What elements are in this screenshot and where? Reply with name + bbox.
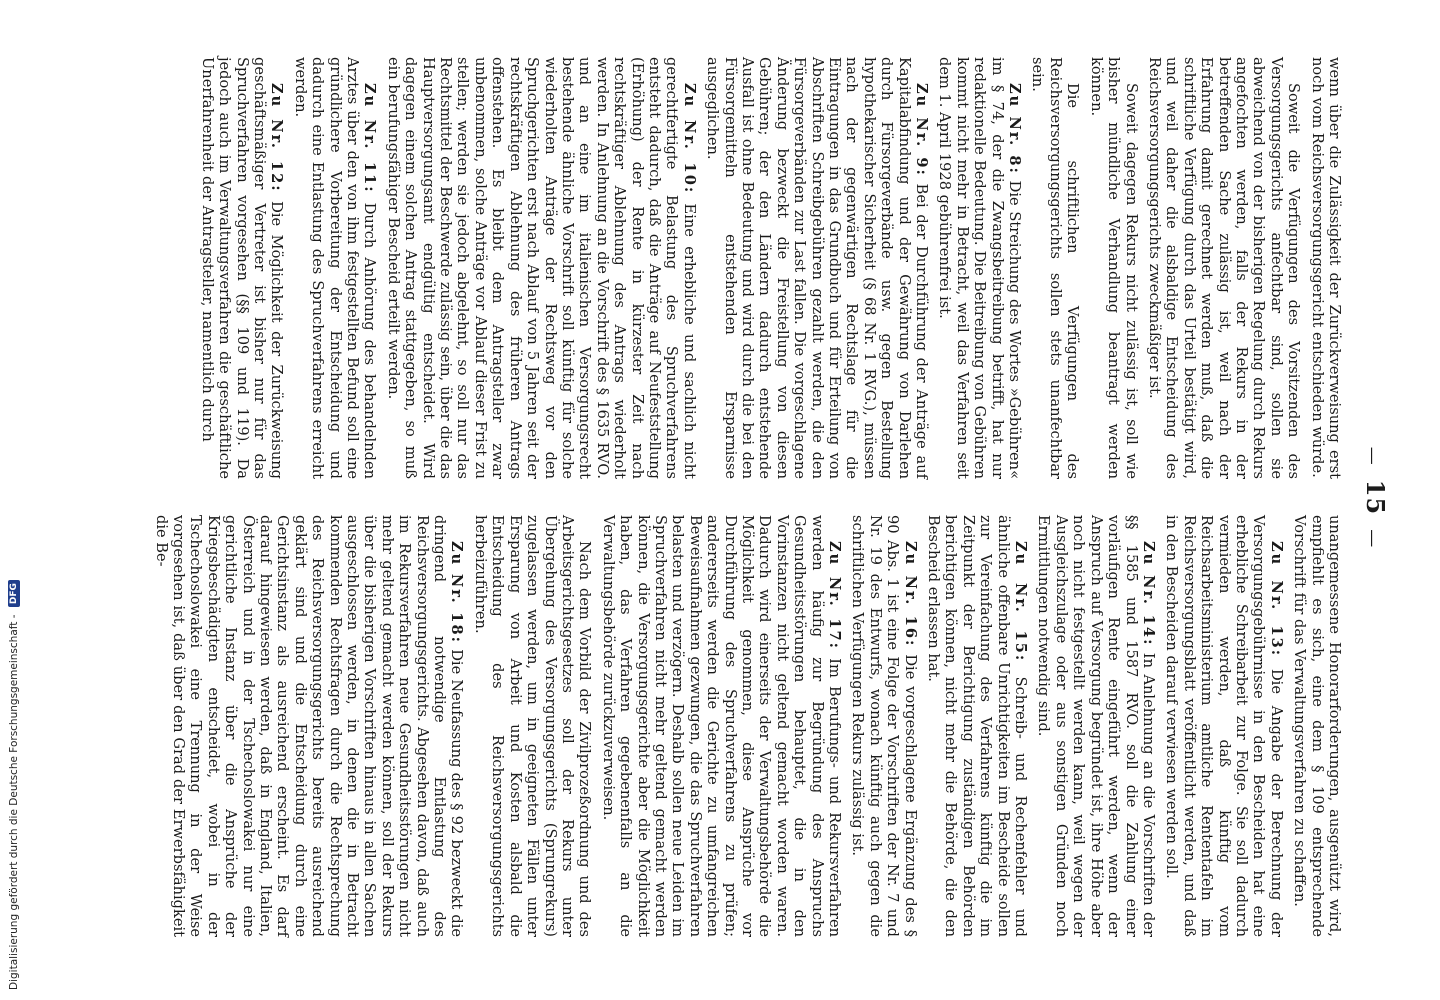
paragraph-text: Die Streichung des Wortes »Gebühren« im § 74, der die Zwangsbeitreibung betrifft, hat nur redaktionelle Bedeutung. Die Beitreibung von Gebühren kommt nicht mehr in Betracht, weil das Verfahren seit dem 1. April 1928 gebührenfrei ist. [936,57,1024,479]
paragraph [704,57,930,479]
paragraph-text: Die Angabe der Berechnung der Versorgungsgebührnisse in den Bescheiden hat eine erhebliche Schreibarbeit zur Folge. Sie soll dadurch vermieden werden, daß künftig vom Reichsarbeitsministerium amtliche Rententafeln im Reichsversorgungsblatt veröffentlicht werden, und daß in den Bescheiden darauf verwiesen werden soll. [1163,515,1285,938]
paragraph-text: Soweit die Verfügungen des Vorsitzenden des Versorgungsgerichts anfechtbar sind, sollen sie abweichend von der bisherigen Regelung durch Rekurs angefochten werden, falls der Rekurs in der betreffenden Sache zulässig ist, weil nach der Erfahrung damit gerechnet werden muß, daß die schriftliche Verfügung durch das Urteil bestätigt wird, und weil daher die alsbaldige Entscheidung des Reichsversorgungsgerichts zweckmäßiger ist. [1145,57,1303,479]
section-heading: Zu Nr. 17: [826,541,844,651]
paragraph [1146,57,1303,479]
section-heading: Zu Nr. 18: [448,541,466,644]
section-heading: Zu Nr. 13: [1267,541,1285,658]
page-number: — 15 — [1352,433,1395,562]
scanned-page [150,45,1440,950]
left-column [163,57,1343,479]
paragraph-text: Durch Anhörung des behandelnden Arztes über den von ihm festgestellten Befund soll eine gründlichere Vorbereitung der Entscheidung und dadurch eine Entlastung des Spruchverfahrens erreicht werden. [291,57,379,480]
paragraph [1291,515,1343,937]
paragraph-text: Schreib- und Rechenfehler und ähnliche offenbare Unrichtigkeiten im Bescheide sollen zur Vereinfachung des Verfahrens künftig die im Zeitpunkt der Berichtigung zuständigen Behörden berichtigen können, nicht mehr die Behörde, die den Bescheid erlassen hat. [925,515,1030,938]
paragraph [384,57,697,479]
paragraph [472,515,594,937]
paragraph-text: wenn über die Zulässigkeit der Zurückverweisung erst noch vom Reichsversorgungsgericht entschieden würde. [1308,57,1343,479]
section-heading: Zu Nr. 11: [361,83,379,194]
paragraph [1035,515,1157,937]
paragraph-text: Die schriftlichen Verfügungen des Reichsversorgungsgerichts sollen stets unanfechtbar sein. [1029,57,1082,479]
section-heading: Zu Nr. 10: [680,83,698,195]
paragraph [849,515,919,937]
paragraph-text: In Anlehnung an die Vorschriften der §§ 1585 und 1587 RVO. soll die Zahlung einer vorläufigen Rente eingeführt werden, wenn der Anspruch auf Versorgung begründet ist, ihre Höhe aber noch nicht festgestellt werden kann, weil wegen der Ausgleichszulage oder aus sonstigen Gründen noch Ermittlungen notwendig sind. [1035,515,1157,937]
paragraph [1087,57,1139,479]
paragraph [1029,57,1081,479]
section-heading: Zu Nr. 8: [1006,83,1024,175]
paragraph [1163,515,1285,937]
paragraph-text: Bei der Durchführung der Anträge auf Kapitalabfindung und der Gewährung von Darlehen durch Fürsorgeverbände usw. gegen Bestellung hypothekarischer Sicherheit (§ 68 Nr. 1 RVG.), müssen nach der gegenwärtigen Rechtslage für die Eintragungen in das Grundbuch und für Erteilung von Abschriften Schreibgebühren gezahlt werden, die den Fürsorgeverbänden zur Last fallen. Die vorgeschlagene Änderung bezweckt die Freistellung von diesen Gebühren; der den Ländern dadurch entstehende Ausfall ist ohne Bedeutung und wird durch die bei den Fürsorgemitteln entstehenden Ersparnisse ausgeglichen. [704,57,931,479]
rotated-page-content [150,45,1395,950]
digitization-note-label: Digitalisierung gefördert durch die Deutsche Forschungsgemeinschaft - [8,614,20,990]
paragraph [1308,57,1343,479]
paragraph-text: Die Neufassung des § 92 bezweckt die dringend notwendige Entlastung des Reichsversorgungsgerichts. Abgesehen davon, daß auch im Rekursverfahren neue Gesundheitsstörungen nicht mehr geltend gemacht werden können, soll der Rekurs über die bisherigen Vorschriften hinaus in allen Sachen ausgeschlossen werden, in denen die in Betracht kommenden Rechtsfragen durch die Rechtsprechung des Reichsversorgungsgerichts bereits ausreichend geklärt sind und die Entscheidung durch eine Gerichtsinstanz als ausreichend erscheint. Es darf darauf hingewiesen werden, daß in England, Italien, Österreich und in der Tschechoslowakei nur eine gerichtliche Instanz über die Ansprüche der Kriegsbeschädigten entscheidet, wobei in der Tschechoslowakei eine Trennung in der Weise vorgesehen ist, daß über den Grad der Erwerbsfähigkeit die Be- [152,515,466,938]
paragraph [152,515,465,937]
paragraph-text: Die vorgeschlagene Ergänzung des § 90 Abs. 1 ist eine Folge der Vorschriften der Nr. 7 und Nr. 19 des Entwurfs, wonach künftig auch gegen die schriftlichen Verfügungen Rekurs zulässig ist. [849,515,919,938]
paragraph [198,57,285,479]
paragraph-text: Im Berufungs- und Rekursverfahren werden häufig zur Begründung des Anspruchs Gesundheitsstörungen behauptet, die in den Vorinstanzen nicht geltend gemacht worden waren. Dadurch wird einerseits der Verwaltungsbehörde die Möglichkeit genommen, diese Ansprüche vor Durchführung des Spruchverfahrens zu prüfen; andererseits werden die Gerichte zu umfangreichen Beweisaufnahmen gezwungen, die das Spruchverfahren belasten und verzögern. Deshalb sollen neue Leiden im Spruchverfahren nicht mehr geltend gemacht werden können, die Versorgungsgerichte aber die Möglichkeit haben, das Verfahren gegebenenfalls an die Verwaltungsbehörde zurückzuverweisen. [599,515,844,938]
section-heading: Zu Nr. 9: [913,83,931,177]
digitization-note [4,0,24,990]
paragraph [291,57,378,479]
section-heading: Zu Nr. 15: [1012,541,1030,663]
section-heading: Zu Nr. 14: [1139,541,1157,647]
paragraph [599,515,843,937]
paragraph [925,515,1029,937]
paragraph-text: Eine erhebliche und sachlich nicht gerechtfertigte Belastung des Spruchverfahrens entsteht dadurch, daß die Anträge auf Neufeststellung (Erhöhung) der Rente in kürzester Zeit nach rechtskräftiger Ablehnung des Antrags wiederholt werden. In Anlehnung an die Vorschrift des § 1635 RVO. und an eine im italienischen Versorgungsrecht bestehende ähnliche Vorschrift soll künftig für solche wiederholten Anträge der Rechtsweg vor den Spruchgerichten erst nach Ablauf von 5 Jahren seit der rechtskräftigen Ablehnung des früheren Antrags offenstehen. Es bleibt dem Antragsteller zwar unbenommen, solche Anträge vor Ablauf dieser Frist zu stellen; werden sie jedoch abgelehnt, so soll nur das Rechtsmittel der Beschwerde zulässig sein, über die das Hauptversorgungsamt endgültig entscheidet. Wird dagegen einem solchen Antrag stattgegeben, so muß ein berufungsfähiger Bescheid erteilt werden. [384,57,698,479]
paragraph-text: Soweit dagegen Rekurs nicht zulässig ist, soll wie bisher mündliche Verhandlung beantragt werden können. [1087,57,1140,479]
section-heading: Zu Nr. 16: [901,541,919,648]
paragraph-text: Nach dem Vorbild der Zivilprozeßordnung und des Arbeitsgerichtsgesetzes soll der Rekurs unter Übergehung des Versorgungsgerichts (Sprungrekurs) zugelassen werden, um in geeigneten Fällen unter Ersparung von Arbeit und Kosten alsbald die Entscheidung des Reichsversorgungsgerichts herbeizuführen. [471,515,594,937]
paragraph [936,57,1023,479]
section-heading: Zu Nr. 12: [268,83,286,193]
dfg-logo: DFG [8,580,20,607]
right-column [152,515,1343,938]
paragraph-text: Die Möglichkeit der Zurückweisung geschäftsmäßiger Vertreter ist bisher nur für das Spruchverfahren vorgesehen (§§ 109 und 119). Da jedoch auch im Verwaltungsverfahren die geschäftliche Unerfahrenheit der Antragsteller, namentlich durch [198,57,286,479]
paragraph-text: unangemessene Honorarforderungen, ausgenützt wird, empfiehlt es sich, eine dem § 109 entsprechende Vorschrift für das Verwaltungsverfahren zu schaffen. [1291,515,1343,937]
page-header [1355,45,1395,950]
digitization-text [8,580,20,990]
